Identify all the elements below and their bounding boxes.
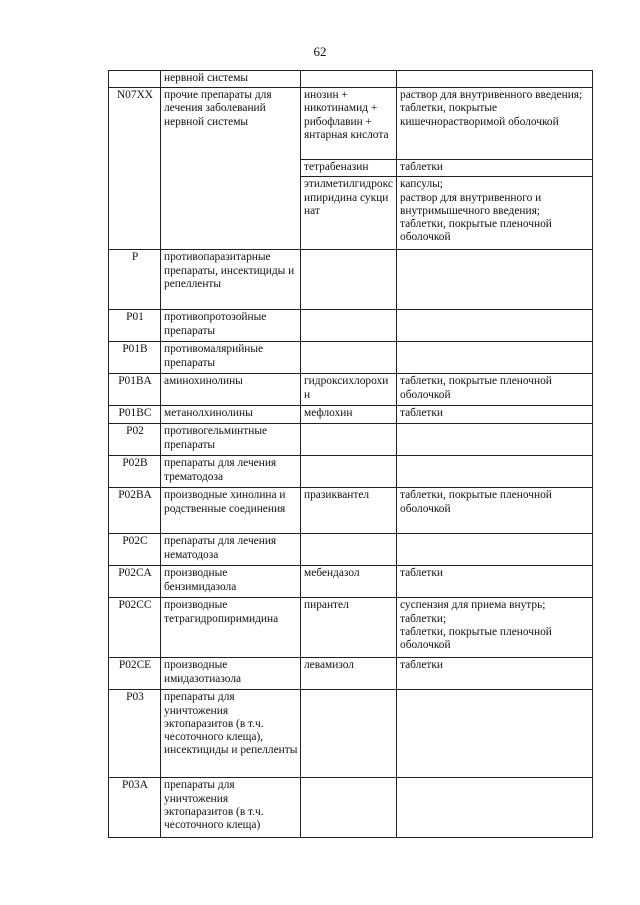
group-cell: производные хинолина и родственные соединения	[161, 488, 301, 534]
table-row	[109, 342, 593, 374]
group-cell: нервной системы	[161, 71, 301, 88]
table-row	[109, 566, 593, 598]
table-row	[109, 406, 593, 424]
form-cell: таблетки	[397, 160, 593, 177]
inn-cell: пирантел	[301, 598, 397, 658]
atc-code-cell: P02CE	[109, 658, 161, 690]
table-row	[109, 88, 593, 160]
inn-cell	[301, 778, 397, 838]
form-cell	[397, 250, 593, 310]
form-cell: таблетки	[397, 406, 593, 424]
group-cell: препараты для уничтожения эктопаразитов (в т.ч. чесоточного клеща), инсектициды и репелленты	[161, 690, 301, 778]
atc-code-cell	[109, 71, 161, 88]
table-row	[109, 598, 593, 658]
inn-cell	[301, 424, 397, 456]
group-cell: противопротозойные препараты	[161, 310, 301, 342]
atc-code-cell: P01	[109, 310, 161, 342]
form-text: капсулы; раствор для внутривенного и внутримышечного введения; таблетки, покрытые пленочной оболочкой	[400, 178, 552, 244]
table-row	[109, 778, 593, 838]
table-row	[109, 488, 593, 534]
table-row	[109, 424, 593, 456]
inn-cell	[301, 456, 397, 488]
atc-code-cell: P01BA	[109, 374, 161, 406]
drug-table-body	[109, 71, 593, 838]
atc-code-cell: P03	[109, 690, 161, 778]
group-cell: противомалярийные препараты	[161, 342, 301, 374]
table-row	[109, 658, 593, 690]
inn-cell: этилметилгидроксипиридина сукцинат	[301, 177, 397, 250]
table-row	[109, 250, 593, 310]
form-text: раствор для внутривенного введения; таблетки, покрытые кишечнорастворимой оболочкой	[400, 89, 583, 128]
inn-cell	[301, 71, 397, 88]
table-row	[109, 310, 593, 342]
inn-cell: мебендазол	[301, 566, 397, 598]
form-cell	[397, 177, 593, 250]
inn-cell: тетрабеназин	[301, 160, 397, 177]
inn-cell	[301, 690, 397, 778]
inn-cell: мефлохин	[301, 406, 397, 424]
form-cell	[397, 690, 593, 778]
form-cell	[397, 598, 593, 658]
form-cell	[397, 534, 593, 566]
atc-code-cell: P02CA	[109, 566, 161, 598]
form-cell	[397, 342, 593, 374]
group-cell: противогельминтные препараты	[161, 424, 301, 456]
form-cell: таблетки, покрытые пленочной оболочкой	[397, 374, 593, 406]
group-cell: препараты для уничтожения эктопаразитов (в т.ч. чесоточного клеща)	[161, 778, 301, 838]
form-cell	[397, 778, 593, 838]
form-cell	[397, 71, 593, 88]
atc-code-cell: P02	[109, 424, 161, 456]
table-row	[109, 374, 593, 406]
inn-cell: инозин + никотинамид + рибофлавин + янтарная кислота	[301, 88, 397, 160]
form-cell: таблетки, покрытые пленочной оболочкой	[397, 488, 593, 534]
table-row	[109, 534, 593, 566]
form-cell	[397, 424, 593, 456]
table-row	[109, 690, 593, 778]
atc-code-cell: P02BA	[109, 488, 161, 534]
group-cell: производные тетрагидропиримидина	[161, 598, 301, 658]
inn-cell	[301, 534, 397, 566]
atc-code-cell: P03A	[109, 778, 161, 838]
inn-cell	[301, 310, 397, 342]
inn-cell	[301, 342, 397, 374]
inn-cell: левамизол	[301, 658, 397, 690]
table-row	[109, 71, 593, 88]
group-cell: прочие препараты для лечения заболеваний нервной системы	[161, 88, 301, 250]
atc-code-cell: P	[109, 250, 161, 310]
group-cell: производные имидазотиазола	[161, 658, 301, 690]
atc-code-cell: P02CC	[109, 598, 161, 658]
atc-code-cell: N07XX	[109, 88, 161, 250]
atc-code-cell: P02B	[109, 456, 161, 488]
table-row	[109, 456, 593, 488]
atc-code-cell: P01BC	[109, 406, 161, 424]
page-number: 62	[313, 44, 327, 59]
atc-code-cell: P01B	[109, 342, 161, 374]
form-cell	[397, 310, 593, 342]
inn-cell	[301, 250, 397, 310]
group-cell: препараты для лечения нематодоза	[161, 534, 301, 566]
inn-cell: празиквантел	[301, 488, 397, 534]
atc-code-cell: P02C	[109, 534, 161, 566]
form-text: суспензия для приема внутрь; таблетки; таблетки, покрытые пленочной оболочкой	[400, 599, 552, 652]
group-cell: препараты для лечения трематодоза	[161, 456, 301, 488]
form-cell	[397, 88, 593, 160]
form-cell: таблетки	[397, 658, 593, 690]
form-cell	[397, 456, 593, 488]
drug-table	[108, 70, 593, 838]
group-cell: аминохинолины	[161, 374, 301, 406]
group-cell: метанолхинолины	[161, 406, 301, 424]
group-cell: производные бензимидазола	[161, 566, 301, 598]
group-cell: противопаразитарные препараты, инсектициды и репелленты	[161, 250, 301, 310]
inn-cell: гидроксихлорохин	[301, 374, 397, 406]
form-cell: таблетки	[397, 566, 593, 598]
